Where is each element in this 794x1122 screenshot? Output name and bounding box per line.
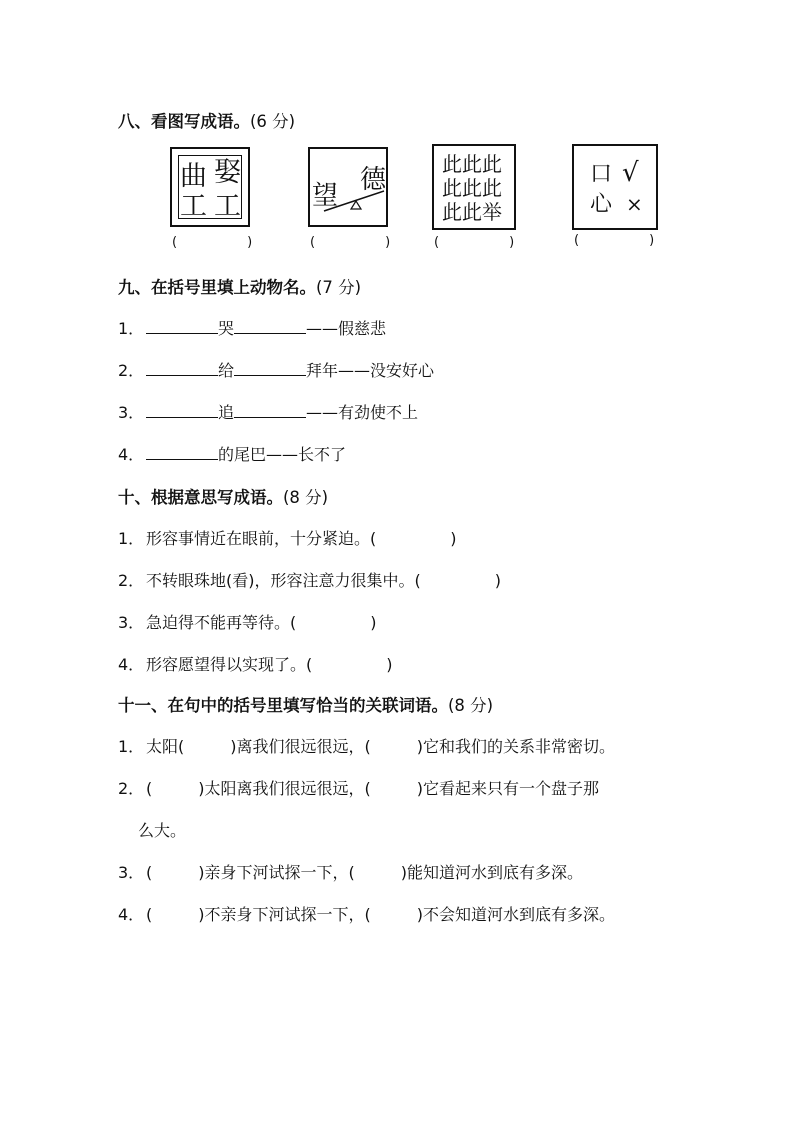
section-10-score: (8 分) (283, 488, 329, 507)
section-9-heading (118, 274, 361, 298)
item-number: 2． (118, 571, 145, 590)
item-text: ( (146, 905, 153, 924)
section-9-item-3 (118, 400, 418, 423)
section-10-title: 十、根据意思写成语。 (118, 488, 283, 507)
item-number: 1． (118, 319, 145, 338)
picture-2-char-left: 望 (312, 181, 339, 211)
fill-blank[interactable] (146, 403, 218, 418)
picture-2-answer[interactable] (310, 235, 390, 250)
section-8-heading (118, 108, 295, 132)
item-text: 么大。 (138, 821, 187, 840)
picture-1-char-1: 曲 (180, 161, 207, 192)
item-number: 1． (118, 529, 145, 548)
section-10-item-1 (118, 526, 457, 549)
item-text: 的尾巴——长不了 (218, 445, 347, 464)
answer-4-open: ( (574, 233, 580, 248)
item-text: 太阳( (146, 737, 185, 756)
picture-4-char-1: 口 (590, 162, 613, 187)
item-text: 追 (218, 403, 235, 422)
picture-3-row-2: 此此此 (442, 176, 502, 200)
fill-blank[interactable] (234, 361, 306, 376)
item-number: 2． (118, 361, 145, 380)
item-text: ——有劲使不上 (306, 403, 419, 422)
answer-1-close: ) (247, 235, 253, 250)
picture-1-answer[interactable] (172, 235, 252, 250)
cross-mark-icon: × (626, 192, 643, 216)
picture-3-row-1: 此此此 (442, 152, 502, 176)
close-paren: ) (386, 655, 393, 674)
section-9-item-2 (118, 358, 434, 381)
seesaw-icon (310, 149, 386, 225)
item-number: 4． (118, 445, 145, 464)
section-8-score: (6 分) (250, 112, 296, 131)
item-number: 3． (118, 863, 145, 882)
section-11-title: 十一、在句中的括号里填写恰当的关联词语。 (118, 696, 448, 715)
item-text: )它和我们的关系非常密切。 (416, 737, 615, 756)
item-text: ——假慈悲 (306, 319, 387, 338)
picture-1-char-3: 工 (180, 191, 207, 222)
item-text: )能知道河水到底有多深。 (400, 863, 583, 882)
section-10-item-4 (118, 652, 393, 675)
answer-4-close: ) (649, 233, 655, 248)
item-text: )不亲身下河试探一下，( (198, 905, 371, 924)
answer-2-open: ( (310, 235, 316, 250)
picture-box-2 (308, 147, 388, 227)
section-11-item-2 (118, 776, 599, 799)
picture-2-char-right: 德 (360, 165, 387, 195)
picture-1-char-4: 工 (214, 191, 241, 222)
section-11-item-1 (118, 734, 615, 757)
picture-box-1 (170, 147, 250, 227)
item-text: 给 (218, 361, 235, 380)
check-mark-icon: √ (622, 158, 639, 188)
item-text: 哭 (218, 319, 235, 338)
picture-3-row-3: 此此举 (442, 200, 502, 224)
item-number: 2． (118, 779, 145, 798)
fill-blank[interactable] (146, 361, 218, 376)
item-text: 急迫得不能再等待。( (146, 613, 297, 632)
section-9-item-1 (118, 316, 386, 339)
section-11-item-2-continued (138, 818, 186, 841)
item-text: ( (146, 779, 153, 798)
section-10-item-3 (118, 610, 377, 633)
close-paren: ) (450, 529, 457, 548)
item-text: ( (146, 863, 153, 882)
section-11-item-4 (118, 902, 615, 925)
answer-2-close: ) (385, 235, 391, 250)
picture-3-answer[interactable] (434, 235, 514, 250)
item-text: 形容事情近在眼前，十分紧迫。( (146, 529, 377, 548)
item-text: )它看起来只有一个盘子那 (416, 779, 599, 798)
section-9-item-4 (118, 442, 346, 465)
fill-blank[interactable] (234, 319, 306, 334)
picture-box-3 (432, 144, 516, 230)
item-number: 3． (118, 613, 145, 632)
answer-3-open: ( (434, 235, 440, 250)
answer-3-close: ) (509, 235, 515, 250)
item-text: )不会知道河水到底有多深。 (416, 905, 615, 924)
close-paren: ) (494, 571, 501, 590)
item-text: 拜年——没安好心 (306, 361, 435, 380)
section-9-score: (7 分) (316, 278, 362, 297)
picture-1-char-2: 娶 (214, 157, 241, 188)
answer-1-open: ( (172, 235, 178, 250)
item-text: )太阳离我们很远很远，( (198, 779, 371, 798)
item-text: )亲身下河试探一下，( (198, 863, 355, 882)
picture-box-4 (572, 144, 658, 230)
fill-blank[interactable] (146, 319, 218, 334)
fill-blank[interactable] (146, 445, 218, 460)
picture-4-answer[interactable] (574, 233, 654, 248)
item-number: 1． (118, 737, 145, 756)
item-number: 3． (118, 403, 145, 422)
item-number: 4． (118, 655, 145, 674)
item-number: 4． (118, 905, 145, 924)
close-paren: ) (370, 613, 377, 632)
section-10-item-2 (118, 568, 501, 591)
section-9-title: 九、在括号里填上动物名。 (118, 278, 316, 297)
item-text: 不转眼珠地(看)，形容注意力很集中。( (146, 571, 421, 590)
section-11-item-3 (118, 860, 583, 883)
section-10-heading (118, 484, 328, 508)
section-11-heading (118, 692, 493, 716)
section-8-title: 八、看图写成语。 (118, 112, 250, 131)
section-11-score: (8 分) (448, 696, 494, 715)
fill-blank[interactable] (234, 403, 306, 418)
item-text: 形容愿望得以实现了。( (146, 655, 313, 674)
item-text: )离我们很远很远，( (230, 737, 371, 756)
picture-4-char-3: 心 (590, 192, 613, 217)
